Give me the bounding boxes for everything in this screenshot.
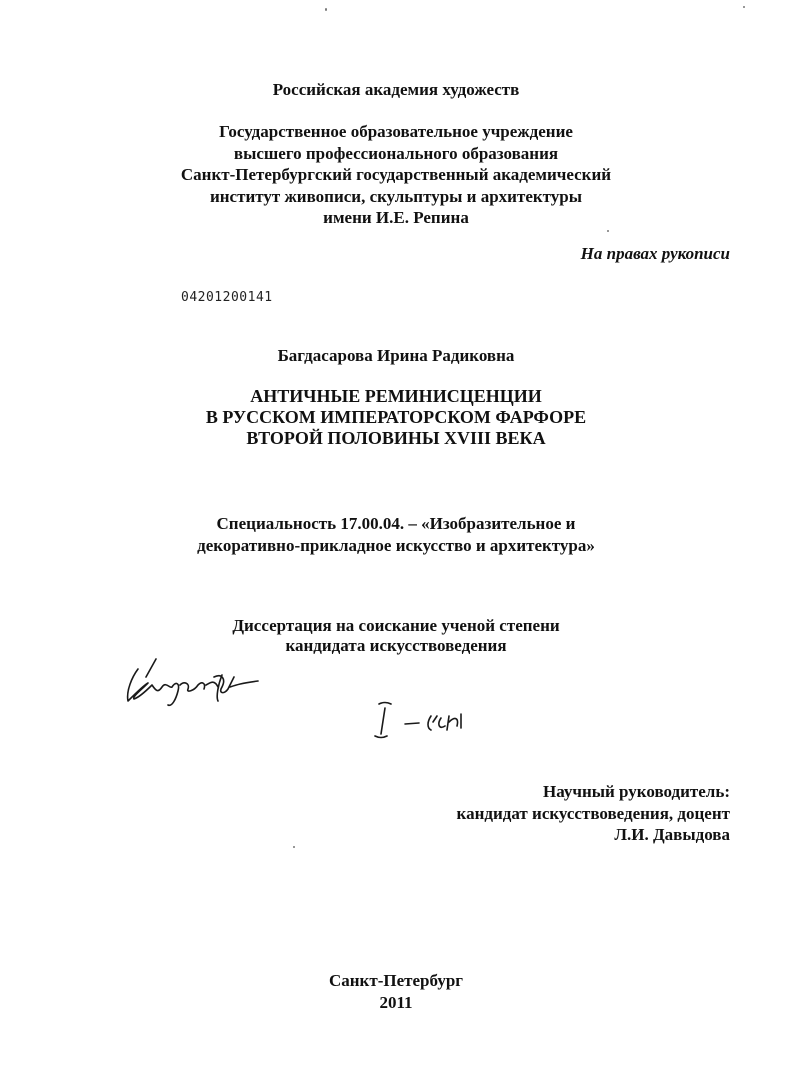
place-year-block xyxy=(0,970,792,1013)
scan-speck xyxy=(293,846,295,848)
scan-speck xyxy=(743,6,745,8)
degree-line: кандидата искусствоведения xyxy=(285,635,507,655)
institution-line: Санкт-Петербургский государственный академический xyxy=(180,165,612,184)
academy-name: Российская академия художеств xyxy=(272,80,520,99)
degree-line: Диссертация на соискание ученой степени xyxy=(232,616,560,635)
title-line: ВТОРОЙ ПОЛОВИНЫ XVIII ВЕКА xyxy=(246,428,546,448)
specialty-block xyxy=(0,513,792,556)
mark-stroke xyxy=(375,703,461,738)
scan-speck xyxy=(325,8,327,11)
dissertation-title xyxy=(0,386,792,449)
institution-line: имени И.Е. Репина xyxy=(323,208,469,227)
supervisor-block xyxy=(457,781,730,846)
title-line: В РУССКОМ ИМПЕРАТОРСКОМ ФАРФОРЕ xyxy=(205,407,587,427)
place: Санкт-Петербург xyxy=(328,971,464,990)
registration-number: 04201200141 xyxy=(181,290,273,305)
supervisor-line: Л.И. Давыдова xyxy=(614,825,730,844)
institution-block xyxy=(0,121,792,229)
specialty-line: декоративно-прикладное искусство и архитектура» xyxy=(197,535,595,555)
title-line: АНТИЧНЫЕ РЕМИНИСЦЕНЦИИ xyxy=(250,386,542,406)
supervisor-line: кандидат искусствоведения, доцент xyxy=(456,803,730,823)
institution-line: Государственное образовательное учреждение xyxy=(219,122,573,141)
signature-stroke xyxy=(128,659,258,705)
author-name: Багдасарова Ирина Радиковна xyxy=(277,346,515,365)
institution-line: высшего профессионального образования xyxy=(233,143,559,163)
scan-speck xyxy=(607,230,609,232)
institution-line: институт живописи, скульптуры и архитектуры xyxy=(209,186,583,206)
year: 2011 xyxy=(379,992,413,1012)
specialty-line: Специальность 17.00.04. – «Изобразительное и xyxy=(216,514,576,533)
manuscript-note: На правах рукописи xyxy=(580,244,730,263)
supervisor-line: Научный руководитель: xyxy=(543,782,730,801)
handwritten-mark xyxy=(365,696,485,744)
author-signature xyxy=(118,655,278,715)
degree-block xyxy=(0,616,792,655)
